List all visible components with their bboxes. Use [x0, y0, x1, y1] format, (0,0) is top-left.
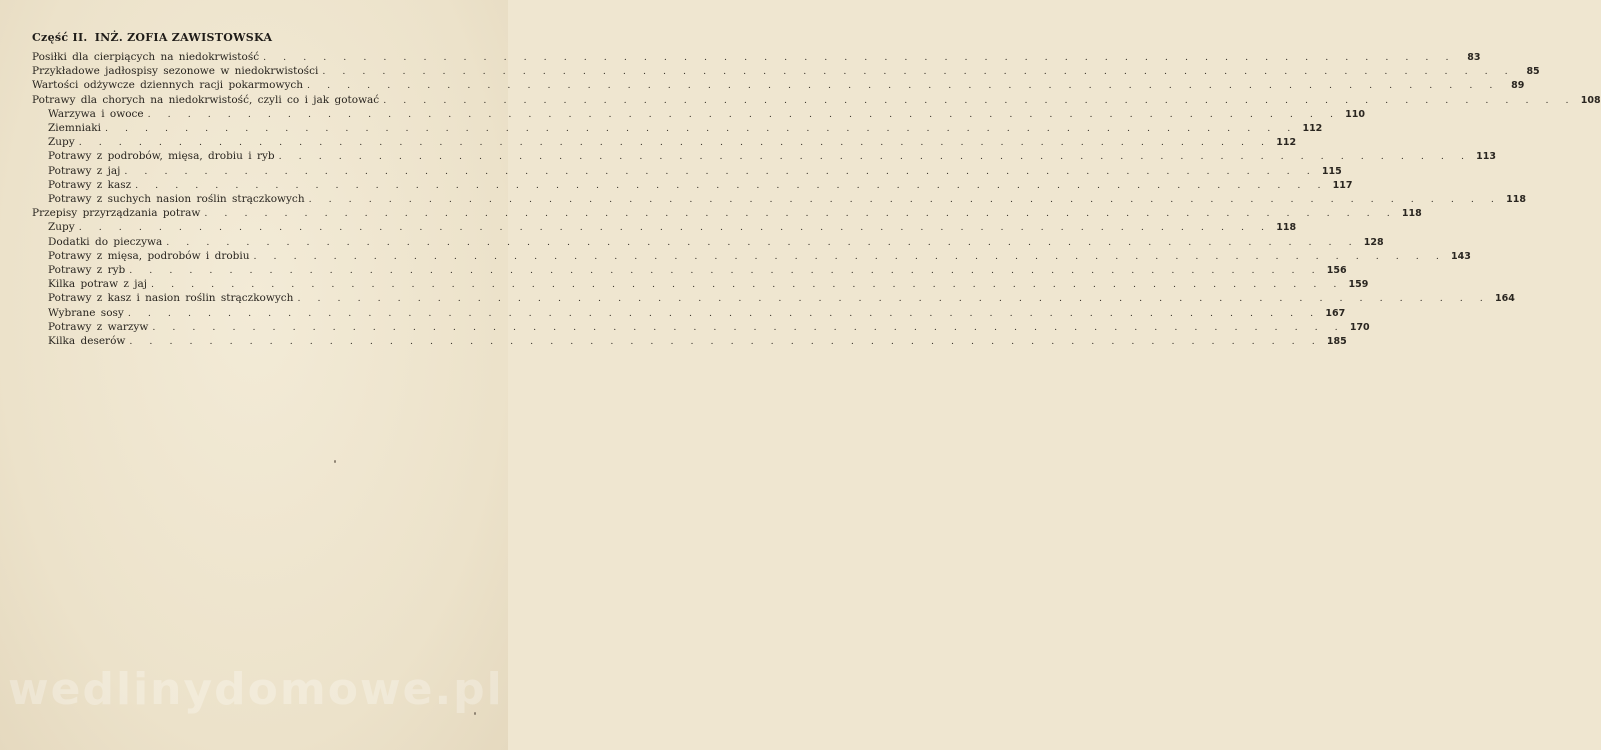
dot-leader: . . . . . . . . . . . . . . . . . . . . . . . . . . . . . . . . . . . . . . . . . . . . . . . . . . . . . . . . . . . . [129, 265, 1321, 276]
toc-subentry [48, 220, 1297, 234]
toc-entry [32, 78, 1525, 92]
dot-leader: . . . . . . . . . . . . . . . . . . . . . . . . . . . . . . . . . . . . . . . . . . . . . . . . . . . . . . . . . . . . [78, 137, 1271, 149]
toc-subentry [48, 263, 1347, 277]
toc-entry-label: Zupy [48, 221, 75, 234]
toc-entry-label: Wartości odżywcze dziennych racji pokarmowych [32, 79, 304, 92]
dot-leader: . . . . . . . . . . . . . . . . . . . . . . . . . . . . . . . . . . . . . . . . . . . . . . . . . . . . . . . . . . . . [166, 236, 1358, 248]
dot-leader: . . . . . . . . . . . . . . . . . . . . . . . . . . . . . . . . . . . . . . . . . . . . . . . . . . . . . . . . . . . . [124, 165, 1316, 177]
dot-leader: . . . . . . . . . . . . . . . . . . . . . . . . . . . . . . . . . . . . . . . . . . . . . . . . . . . . . . . . . . . . [151, 279, 1343, 291]
toc-page-number: 110 [1345, 108, 1365, 120]
dot-leader: . . . . . . . . . . . . . . . . . . . . . . . . . . . . . . . . . . . . . . . . . . . . . . . . . . . . . . . . . . . . [322, 66, 1514, 78]
toc-page-number: 143 [1451, 250, 1471, 262]
toc-page-number: 185 [1326, 336, 1347, 347]
toc-subentry [48, 277, 1369, 291]
toc-page-number: 85 [1526, 66, 1540, 78]
toc-subentry [48, 306, 1346, 320]
toc-entry [32, 93, 1601, 107]
toc-subentry [48, 135, 1297, 149]
toc-subentry [48, 164, 1342, 178]
toc-subentry [48, 178, 1353, 192]
dot-leader: . . . . . . . . . . . . . . . . . . . . . . . . . . . . . . . . . . . . . . . . . . . . . . . . . . . . . . . . . . . . [204, 208, 1396, 220]
toc-subentry [48, 334, 1347, 348]
dot-leader: . . . . . . . . . . . . . . . . . . . . . . . . . . . . . . . . . . . . . . . . . . . . . . . . . . . . . . . . . . . . [263, 52, 1455, 63]
dot-leader: . . . . . . . . . . . . . . . . . . . . . . . . . . . . . . . . . . . . . . . . . . . . . . . . . . . . . . . . . . . . [253, 250, 1445, 262]
toc-entry [32, 50, 1481, 64]
toc-page-number: 117 [1332, 179, 1353, 191]
toc-entry-label: Potrawy z kasz [48, 178, 132, 191]
paper-speck [334, 460, 336, 463]
dot-leader: . . . . . . . . . . . . . . . . . . . . . . . . . . . . . . . . . . . . . . . . . . . . . . . . . . . . . . . . . . . . [152, 321, 1344, 333]
dot-leader: . . . . . . . . . . . . . . . . . . . . . . . . . . . . . . . . . . . . . . . . . . . . . . . . . . . . . . . . . . . . [278, 151, 1470, 163]
dot-leader: . . . . . . . . . . . . . . . . . . . . . . . . . . . . . . . . . . . . . . . . . . . . . . . . . . . . . . . . . . . . [383, 94, 1575, 106]
toc-entry-label: Kilka deserów [48, 335, 126, 347]
dot-leader: . . . . . . . . . . . . . . . . . . . . . . . . . . . . . . . . . . . . . . . . . . . . . . . . . . . . . . . . . . . . [104, 123, 1297, 134]
toc-entry-label: Przepisy przyrządzania potraw [32, 207, 201, 220]
toc-entry-label: Wybrane sosy [48, 306, 124, 319]
toc-page-number: 89 [1511, 80, 1525, 92]
toc-page-number: 118 [1506, 194, 1526, 205]
dot-leader: . . . . . . . . . . . . . . . . . . . . . . . . . . . . . . . . . . . . . . . . . . . . . . . . . . . . . . . . . . . . [297, 293, 1489, 305]
toc-entry-label: Kilka potraw z jaj [48, 278, 148, 291]
toc-subentry [48, 107, 1365, 121]
toc-entry [32, 206, 1422, 220]
dot-leader: . . . . . . . . . . . . . . . . . . . . . . . . . . . . . . . . . . . . . . . . . . . . . . . . . . . . . . . . . . . . [129, 336, 1321, 347]
toc-subentry [48, 320, 1370, 334]
toc-page-number: 118 [1401, 208, 1422, 220]
toc-subentry [48, 235, 1384, 249]
toc-entry-label: Ziemniaki [48, 122, 101, 134]
toc-entry-label: Warzywa i owoce [48, 107, 144, 120]
toc-page-number: 170 [1349, 321, 1370, 333]
toc-entry-label: Potrawy z kasz i nasion roślin strączkowych [48, 292, 294, 305]
toc-page-number: 128 [1363, 236, 1384, 248]
section-heading [32, 31, 272, 44]
dot-leader: . . . . . . . . . . . . . . . . . . . . . . . . . . . . . . . . . . . . . . . . . . . . . . . . . . . . . . . . . . . . [135, 179, 1327, 191]
author-name: INŻ. ZOFIA ZAWISTOWSKA [94, 31, 273, 44]
toc-subentry [48, 249, 1471, 263]
dot-leader: . . . . . . . . . . . . . . . . . . . . . . . . . . . . . . . . . . . . . . . . . . . . . . . . . . . . . . . . . . . . [307, 80, 1499, 92]
dot-leader: . . . . . . . . . . . . . . . . . . . . . . . . . . . . . . . . . . . . . . . . . . . . . . . . . . . . . . . . . . . . [78, 222, 1271, 234]
toc-entry-label: Zupy [48, 136, 75, 149]
toc-entry-label: Potrawy z podrobów, mięsa, drobiu i ryb [48, 150, 275, 163]
toc-subentry [48, 192, 1526, 206]
toc-entry-label: Potrawy z jaj [48, 164, 121, 177]
dot-leader: . . . . . . . . . . . . . . . . . . . . . . . . . . . . . . . . . . . . . . . . . . . . . . . . . . . . . . . . . . . . [308, 194, 1500, 205]
toc-entry-label: Potrawy dla chorych na niedokrwistość, czyli co i jak gotować [32, 93, 380, 106]
toc-page-number: 83 [1467, 52, 1481, 63]
toc-page-number: 112 [1302, 123, 1323, 134]
toc-page-number: 113 [1476, 151, 1496, 163]
toc-page-number: 108 [1580, 94, 1601, 106]
toc-page-number: 115 [1321, 165, 1342, 177]
toc-entry-label: Potrawy z ryb [48, 264, 126, 276]
dot-leader: . . . . . . . . . . . . . . . . . . . . . . . . . . . . . . . . . . . . . . . . . . . . . . . . . . . . . . . . . . . . [127, 307, 1320, 319]
toc-entry-label: Potrawy z warzyw [48, 320, 149, 333]
toc-entry-label: Posiłki dla cierpiących na niedokrwistość [32, 51, 260, 63]
toc-entry [32, 64, 1540, 78]
toc-page-number: 118 [1276, 222, 1297, 234]
toc-page-number: 167 [1325, 307, 1346, 319]
toc-page-number: 156 [1326, 265, 1347, 276]
toc-page-number: 112 [1276, 137, 1297, 149]
part-number: Część II. [32, 31, 88, 44]
toc-page-number: 159 [1348, 279, 1369, 291]
toc-page-number: 164 [1494, 293, 1515, 305]
toc-subentry [48, 291, 1515, 305]
toc-subentry [48, 121, 1323, 135]
toc-subentry [48, 149, 1496, 163]
dot-leader: . . . . . . . . . . . . . . . . . . . . . . . . . . . . . . . . . . . . . . . . . . . . . . . . . . . . . . . . . . . . [147, 108, 1339, 120]
watermark-text: wedlinydomowe.pl [8, 664, 504, 715]
toc-entry-label: Przykładowe jadłospisy sezonowe w niedokrwistości [32, 65, 319, 78]
toc-entry-label: Dodatki do pieczywa [48, 235, 163, 248]
toc-entry-label: Potrawy z mięsa, podrobów i drobiu [48, 249, 250, 262]
toc-entry-label: Potrawy z suchych nasion roślin strączkowych [48, 193, 305, 205]
